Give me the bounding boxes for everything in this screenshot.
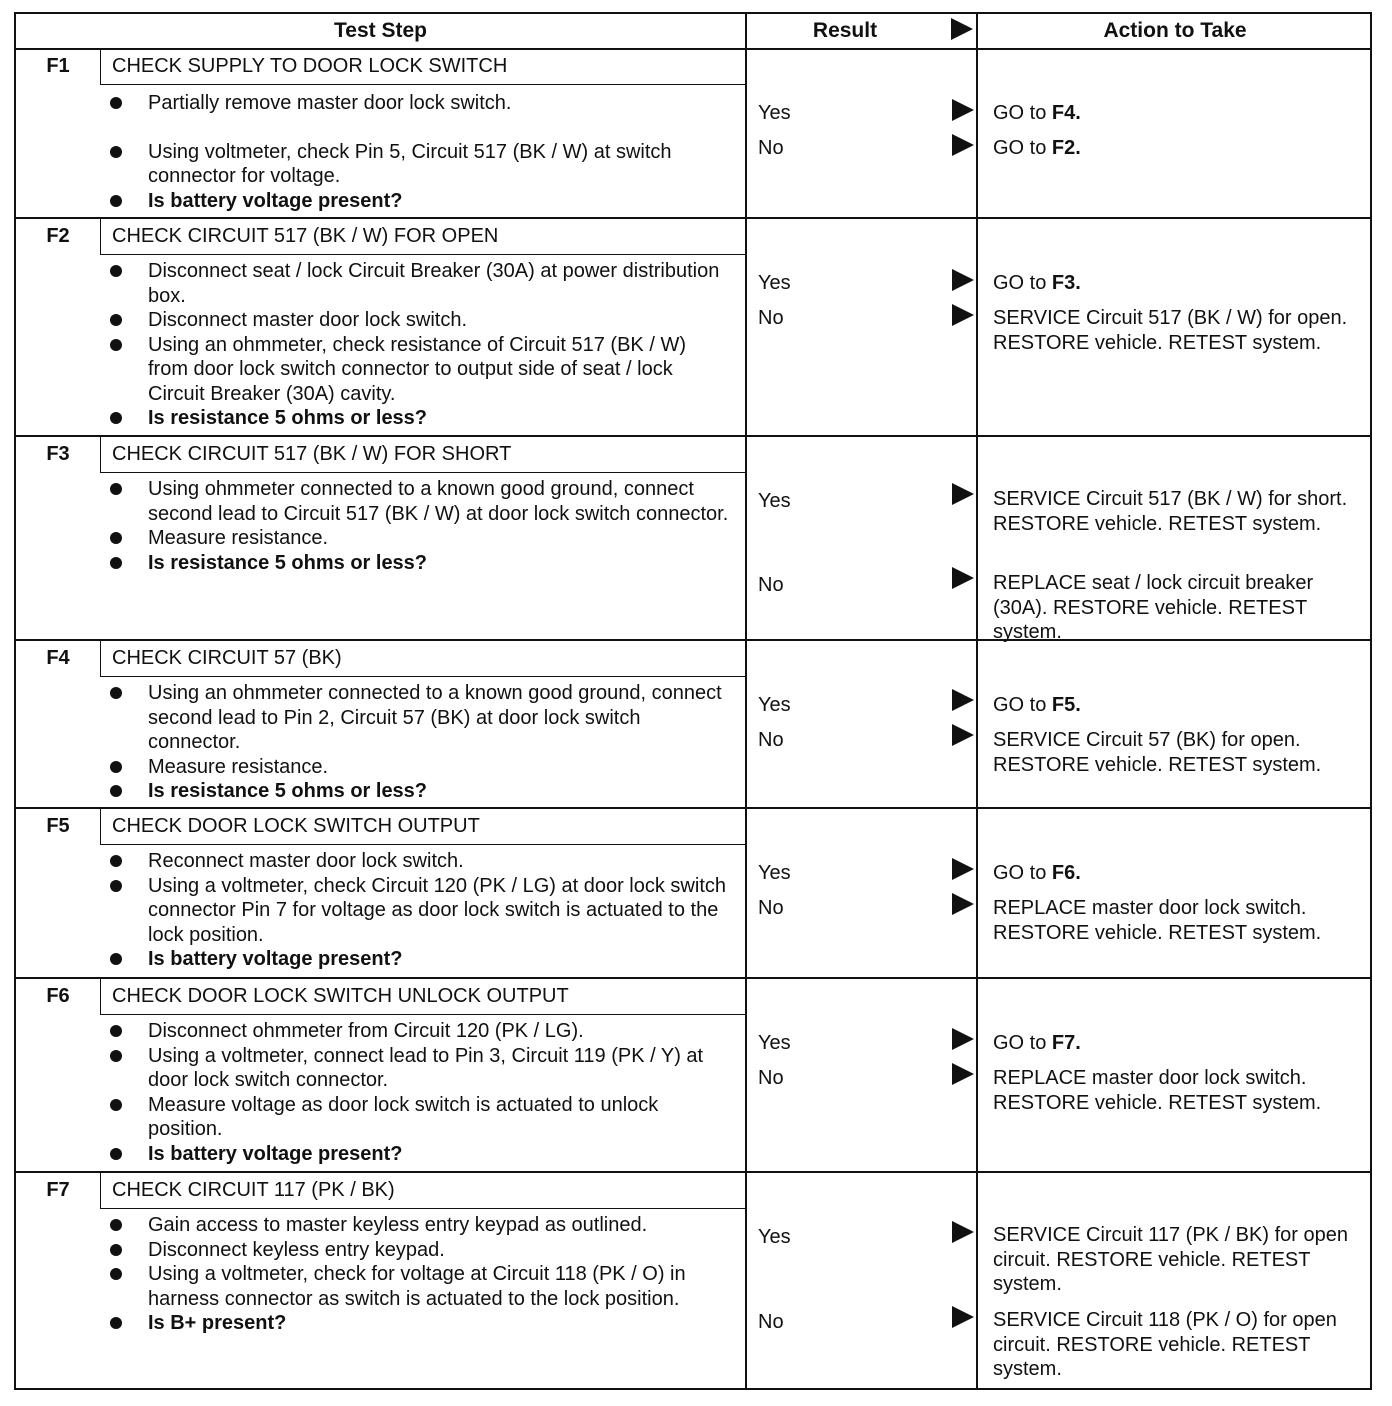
action-yes: SERVICE Circuit 517 (BK / W) for short. RESTORE vehicle. RETEST system. [993,488,1348,535]
bullet-item: Using voltmeter, check Pin 5, Circuit 517 (BK / W) at switch connector for voltage. [110,140,730,189]
result-arrow-icon [952,893,974,915]
bullet-icon [110,855,122,867]
step-title-divider [100,844,745,845]
bullet-item: Measure resistance. [110,526,730,551]
action-no: REPLACE master door lock switch. RESTORE vehicle. RETEST system. [993,897,1322,944]
bullet-question: Is battery voltage present? [110,189,730,214]
action-no: REPLACE master door lock switch. RESTORE vehicle. RETEST system. [993,1067,1322,1114]
result-arrow-icon [952,99,974,121]
result-arrow-icon [952,1221,974,1243]
bullet-icon [110,314,122,326]
step-f2 [16,219,1370,435]
header-arrow-icon [951,18,973,40]
bullet-icon [110,761,122,773]
bullet-icon [110,412,122,424]
step-id-divider [100,49,101,84]
result-no: No [758,1067,784,1089]
step-id-divider [100,809,101,844]
step-bullets [110,1019,730,1166]
bullet-icon [110,1099,122,1111]
result-yes: Yes [758,490,791,512]
step-f6 [16,979,1370,1171]
step-title-divider [100,676,745,677]
bullet-item: Using a voltmeter, check Circuit 120 (PK / LG) at door lock switch connector Pin 7 for voltage as door lock switch is actuated to the lock position. [110,874,730,948]
bullet-item: Partially remove master door lock switch. [110,91,730,116]
step-id: F3 [46,443,70,465]
step-title: CHECK CIRCUIT 517 (BK / W) FOR OPEN [112,225,499,247]
header-test-step: Test Step [334,19,427,42]
step-bullets [110,477,730,575]
step-id: F7 [46,1179,70,1201]
bullet-item: Using a voltmeter, check for voltage at Circuit 118 (PK / O) in harness connector as switch is actuated to the lock position. [110,1262,730,1311]
bullet-item: Disconnect keyless entry keypad. [110,1238,730,1263]
step-f1 [16,49,1370,217]
step-id: F4 [46,647,70,669]
step-f7 [16,1173,1370,1388]
bullet-item: Gain access to master keyless entry keypad as outlined. [110,1213,730,1238]
step-id-divider [100,1173,101,1208]
bullet-question: Is B+ present? [110,1311,730,1336]
bullet-question: Is battery voltage present? [110,1142,730,1167]
result-no: No [758,729,784,751]
result-no: No [758,1311,784,1333]
result-yes: Yes [758,1226,791,1248]
bullet-icon [110,146,122,158]
result-arrow-icon [952,567,974,589]
result-arrow-icon [952,1028,974,1050]
result-no: No [758,137,784,159]
result-no: No [758,574,784,596]
action-no: REPLACE seat / lock circuit breaker (30A). RESTORE vehicle. RETEST system. [993,572,1314,643]
bullet-icon [110,1148,122,1160]
result-arrow-icon [952,858,974,880]
result-arrow-icon [952,304,974,326]
bullet-icon [110,97,122,109]
bullet-item: Using a voltmeter, connect lead to Pin 3, Circuit 119 (PK / Y) at door lock switch connector. [110,1044,730,1093]
bullet-item: Measure voltage as door lock switch is actuated to unlock position. [110,1093,730,1142]
step-id: F2 [46,225,70,247]
bullet-icon [110,1244,122,1256]
action-yes: GO to F7. [993,1032,1081,1054]
step-title-divider [100,472,745,473]
action-yes: GO to F3. [993,272,1081,294]
result-arrow-icon [952,134,974,156]
bullet-icon [110,1050,122,1062]
step-title: CHECK CIRCUIT 117 (PK / BK) [112,1179,395,1201]
result-arrow-icon [952,483,974,505]
step-title: CHECK CIRCUIT 57 (BK) [112,647,342,669]
step-title-divider [100,1014,745,1015]
step-id-divider [100,641,101,676]
action-yes: GO to F4. [993,102,1081,124]
bullet-icon [110,483,122,495]
result-no: No [758,307,784,329]
test-procedure-table [14,12,1372,1390]
step-title-divider [100,84,745,85]
bullet-icon [110,557,122,569]
bullet-icon [110,339,122,351]
bullet-question: Is resistance 5 ohms or less? [110,779,730,804]
bullet-icon [110,1219,122,1231]
result-arrow-icon [952,1063,974,1085]
bullet-item: Using an ohmmeter, check resistance of Circuit 517 (BK / W) from door lock switch connector to output side of seat / lock Circuit Breaker (30A) cavity. [110,333,730,407]
step-bullets [110,91,730,213]
result-arrow-icon [952,269,974,291]
bullet-item: Disconnect ohmmeter from Circuit 120 (PK / LG). [110,1019,730,1044]
bullet-question: Is resistance 5 ohms or less? [110,551,730,576]
header-result: Result [812,19,878,42]
action-no: SERVICE Circuit 57 (BK) for open. RESTORE vehicle. RETEST system. [993,729,1322,776]
bullet-item: Disconnect master door lock switch. [110,308,730,333]
result-yes: Yes [758,1032,791,1054]
step-bullets [110,681,730,804]
bullet-icon [110,1268,122,1280]
bullet-item: Disconnect seat / lock Circuit Breaker (30A) at power distribution box. [110,259,730,308]
step-id-divider [100,979,101,1014]
step-id: F1 [46,55,70,77]
bullet-item: Using ohmmeter connected to a known good ground, connect second lead to Circuit 517 (BK / W) at door lock switch connector. [110,477,730,526]
result-arrow-icon [952,724,974,746]
step-id: F6 [46,985,70,1007]
result-no: No [758,897,784,919]
bullet-icon [110,953,122,965]
step-bullets [110,1213,730,1336]
step-id-divider [100,437,101,472]
result-arrow-icon [952,689,974,711]
action-no: SERVICE Circuit 118 (PK / O) for open circuit. RESTORE vehicle. RETEST system. [993,1309,1337,1380]
bullet-icon [110,1025,122,1037]
bullet-item: Using an ohmmeter connected to a known good ground, connect second lead to Pin 2, Circuit 57 (BK) at door lock switch connector. [110,681,730,755]
action-no: GO to F2. [993,137,1081,159]
step-id: F5 [46,815,70,837]
step-title: CHECK CIRCUIT 517 (BK / W) FOR SHORT [112,443,512,465]
bullet-question: Is resistance 5 ohms or less? [110,406,730,431]
step-title: CHECK DOOR LOCK SWITCH OUTPUT [112,815,480,837]
bullet-icon [110,687,122,699]
bullet-question: Is battery voltage present? [110,947,730,972]
bullet-icon [110,265,122,277]
action-yes: SERVICE Circuit 117 (PK / BK) for open circuit. RESTORE vehicle. RETEST system. [993,1224,1348,1295]
step-f5 [16,809,1370,977]
result-arrow-icon [952,1306,974,1328]
bullet-icon [110,880,122,892]
step-title-divider [100,1208,745,1209]
result-yes: Yes [758,862,791,884]
bullet-item: Measure resistance. [110,755,730,780]
bullet-icon [110,532,122,544]
bullet-item: Reconnect master door lock switch. [110,849,730,874]
bullet-icon [110,195,122,207]
step-bullets [110,849,730,972]
action-yes: GO to F6. [993,862,1081,884]
step-bullets [110,259,730,431]
action-yes: GO to F5. [993,694,1081,716]
result-yes: Yes [758,102,791,124]
step-title: CHECK SUPPLY TO DOOR LOCK SWITCH [112,55,508,77]
step-f4 [16,641,1370,807]
action-no: SERVICE Circuit 517 (BK / W) for open. RESTORE vehicle. RETEST system. [993,307,1348,354]
bullet-icon [110,785,122,797]
header-action: Action to Take [1103,19,1247,42]
step-id-divider [100,219,101,254]
step-title: CHECK DOOR LOCK SWITCH UNLOCK OUTPUT [112,985,569,1007]
result-yes: Yes [758,272,791,294]
bullet-icon [110,1317,122,1329]
step-f3 [16,437,1370,643]
step-title-divider [100,254,745,255]
result-yes: Yes [758,694,791,716]
